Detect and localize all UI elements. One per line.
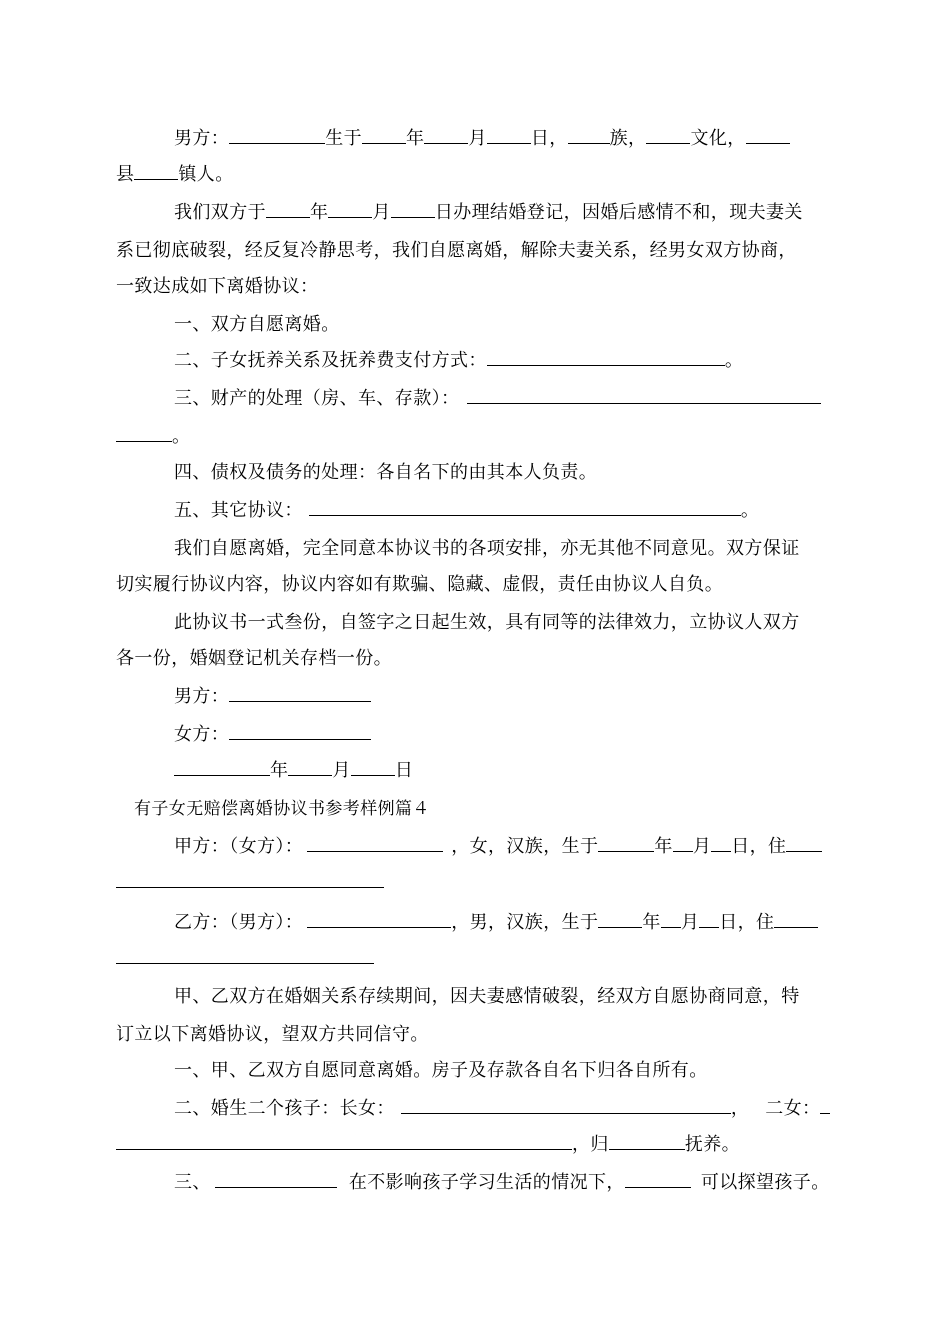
paragraph-line: 各一份，婚姻登记机关存档一份。 [116, 648, 392, 669]
party-b-line: 乙方：（男方）： ，男，汉族，生于 年 月 日，住 [174, 904, 818, 942]
date-line: 年 月 日 [174, 752, 413, 790]
agreement-item-2: 二、子女抚养关系及抚养费支付方式： 。 [174, 350, 744, 371]
agreement-item-3: 三、 在不影响孩子学习生活的情况下， 可以探望孩子。 [174, 1172, 830, 1193]
male-label: 男方： [174, 128, 230, 149]
paragraph-line: 一致达成如下离婚协议： [116, 276, 319, 297]
agreement-item-3-cont: 。 [116, 418, 190, 456]
female-signature-line: 女方： [174, 716, 371, 754]
paragraph-line: 系已彻底破裂，经反复冷静思考，我们自愿离婚，解除夫妻关系，经男女双方协商， [116, 240, 797, 261]
name-blank [229, 129, 325, 144]
party-a-address-line [116, 864, 384, 902]
paragraph-line: 此协议书一式叁份，自签字之日起生效，具有同等的法律效力，立协议人双方 [174, 612, 800, 633]
male-info-line: 男方： 生于 年 月 日， 族， 文化， [174, 120, 790, 158]
male-origin-line: 县 镇人。 [116, 164, 234, 185]
agreement-item-4: 四、债权及债务的处理：各自名下的由其本人负责。 [174, 462, 598, 483]
section-title: 有子女无赔偿离婚协议书参考样例篇４ [134, 799, 430, 819]
agreement-item-3: 三、财产的处理（房、车、存款）： [174, 380, 821, 418]
agreement-item-1: 一、甲、乙双方自愿同意离婚。房子及存款各自名下归各自所有。 [174, 1060, 708, 1081]
agreement-item-5: 五、其它协议： 。 [174, 500, 760, 521]
party-b-address-line [116, 940, 374, 978]
paragraph-line: 甲、乙双方在婚姻关系存续期间，因夫妻感情破裂，经双方自愿协商同意，特 [174, 986, 800, 1007]
paragraph-line: 订立以下离婚协议，望双方共同信守。 [116, 1024, 429, 1045]
paragraph-line: 切实履行协议内容，协议内容如有欺骗、隐藏、虚假，责任由协议人自负。 [116, 574, 724, 595]
agreement-item-2-cont: ，归 抚养。 [116, 1126, 740, 1164]
agreement-item-1: 一、双方自愿离婚。 [174, 314, 340, 335]
male-signature-line: 男方： [174, 678, 371, 716]
agreement-item-2: 二、婚生二个孩子：长女： ， 二女： [174, 1090, 830, 1128]
paragraph-line: 我们自愿离婚，完全同意本协议书的各项安排，亦无其他不同意见。双方保证 [174, 538, 800, 559]
marriage-registration-line: 我们双方于 年 月 日办理结婚登记，因婚后感情不和，现夫妻关 [174, 202, 803, 223]
party-a-line: 甲方：（女方）： ，女，汉族，生于 年 月 日，住 [174, 828, 822, 866]
